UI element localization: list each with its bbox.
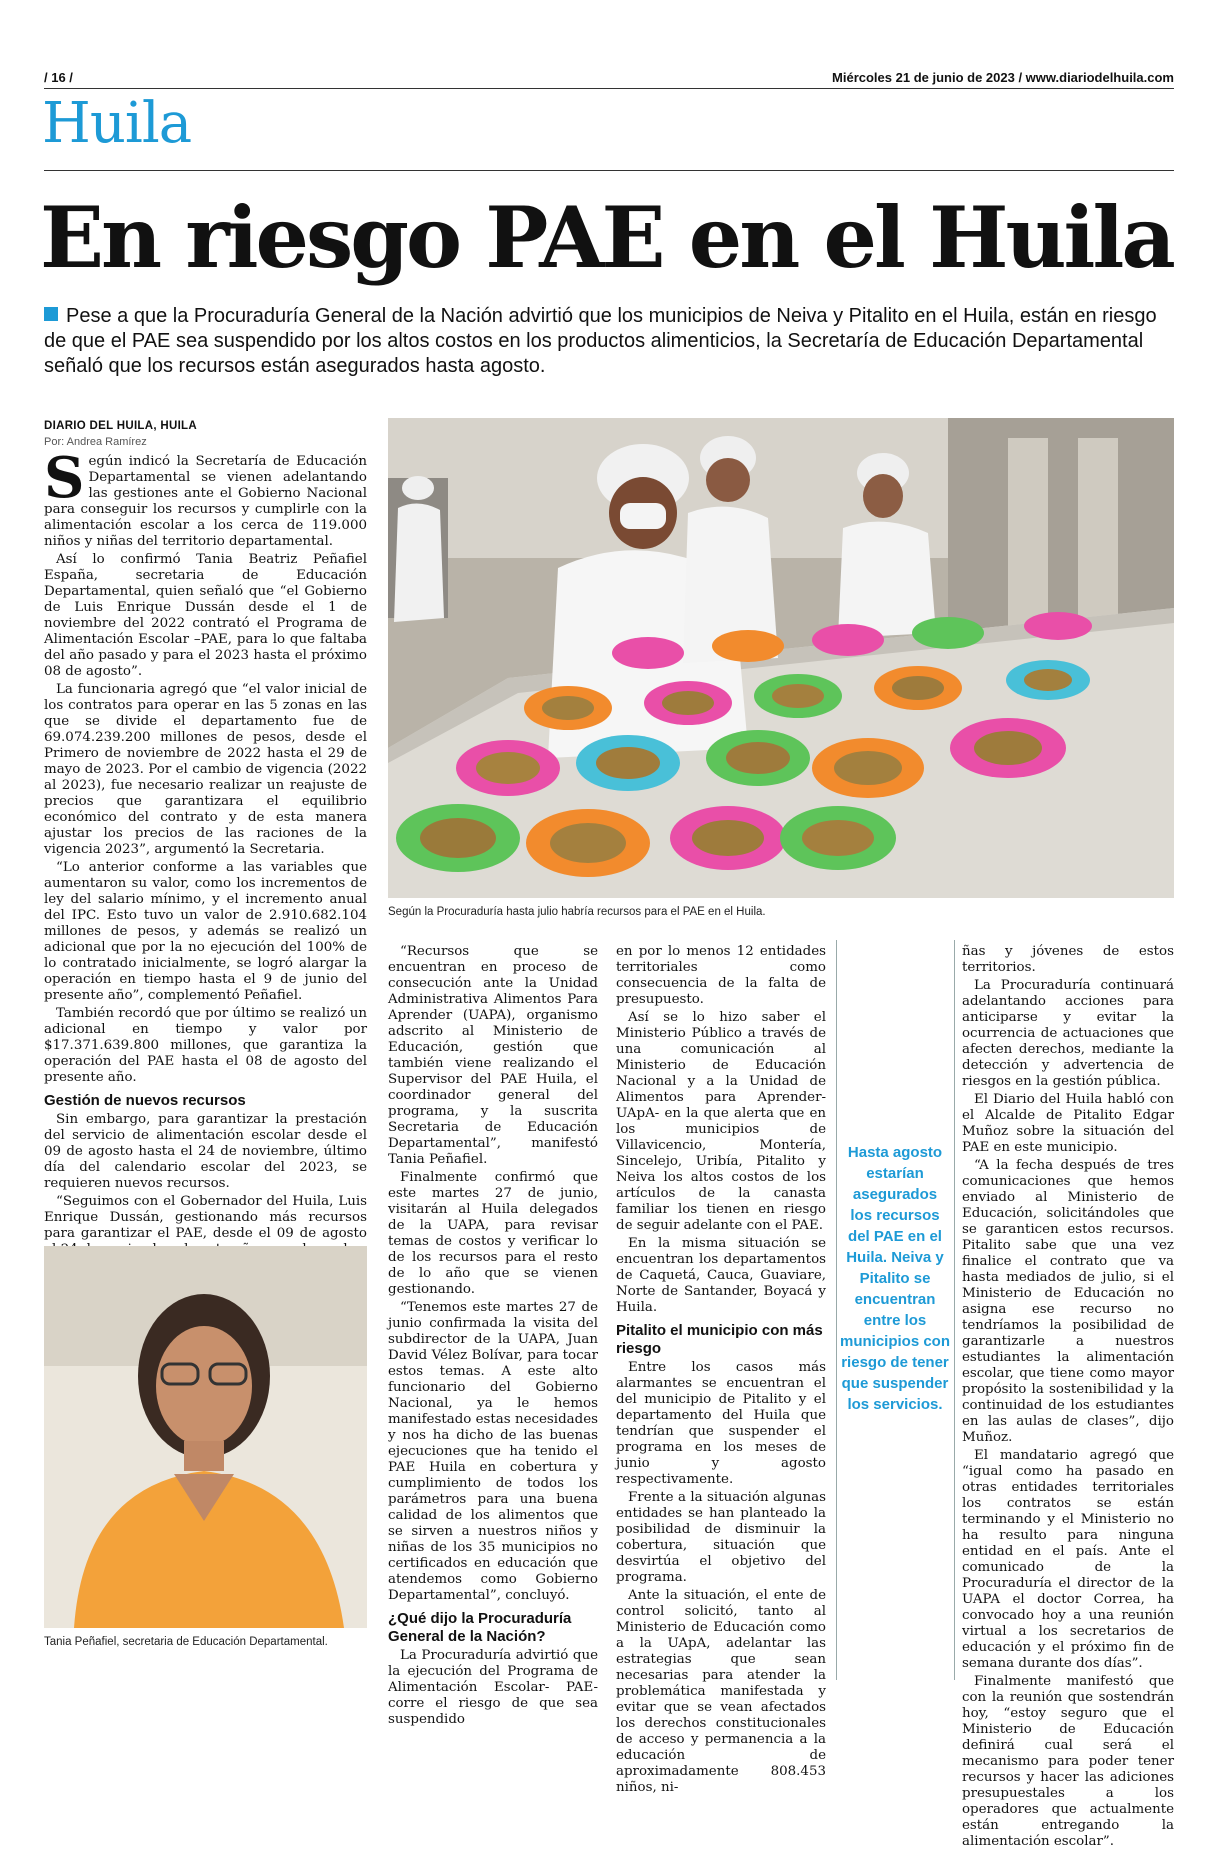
lead-paragraph (44, 304, 1174, 379)
lead-square-icon (44, 307, 58, 321)
subheading: Pitalito el municipio con más riesgo (616, 1322, 823, 1357)
paragraph: Finalmente confirmó que este martes 27 de junio, visitarán al Huila delegados de la UAPA, para revisar temas de costos y verificar lo de los recursos para el resto de lo año que se vienen gestionando. (388, 1170, 598, 1297)
subheading: Gestión de nuevos recursos (44, 1092, 246, 1109)
pullquote: Hasta agosto estarían asegurados los recursos del PAE en el Huila. Neiva y Pitalito se encuentran entre los municipios con riesgo de tener que suspender los servicios. (840, 1144, 951, 1413)
main-photo-caption: Según la Procuraduría hasta julio habría recursos para el PAE en el Huila. (388, 906, 766, 918)
paragraph: También recordó que por último se realizó un adicional en tiempo y valor por $17.371.639.800 millones, que garantiza la operación del PAE hasta el 08 de agosto del presente año. (44, 1006, 367, 1085)
paragraph: La Procuraduría advirtió que la ejecución del Programa de Alimentación Escolar- PAE- corre el riesgo de que sea suspendido (388, 1648, 598, 1727)
paragraph: El mandatario agregó que “igual como ha pasado en otras entidades territoriales los contratos se están terminando y el Ministerio no ha resulto para ninguna entidad en el país. Ante el comunicado de la Procuraduría el director de la UAPA el doctor Correa, ha convocado hoy a una reunión virtual a los secretarios de educación y el próximo fin de semana durante dos días”. (962, 1448, 1174, 1671)
byline-kicker: DIARIO DEL HUILA, HUILA (44, 420, 197, 432)
paragraph-text: egún indicó la Secretaría de Educación Departamental se vienen adelantando las gestiones ante el Gobierno Nacional para conseguir los recursos y cumplirle con la alimentación escolar a los cerca de 119.000 niños y niñas del territorio departamental. (44, 454, 367, 549)
headline: En riesgo PAE en el Huila (40, 188, 1173, 287)
cafeteria-illustration (388, 418, 1174, 898)
paragraph: Ante la situación, el ente de control solicitó, tanto al Ministerio de Educación como a la UApA, adelantar las estrategias que sean necesarias para atender la problemática manifestada y evitar que se vean afectados los derechos constitucionales de acceso y permanencia a la educación de aproximadamente 808.453 niños, ni- (616, 1588, 826, 1795)
paragraph: en por lo menos 12 entidades territoriales como consecuencia de la falta de presupuesto. (616, 944, 826, 1007)
paragraph: La Procuraduría continuará adelantando acciones para anticiparse y evitar la ocurrencia de actuaciones que afecten derechos, mediante la detección y advertencia de riesgos en la gestión pública. (962, 978, 1174, 1089)
header-rule (44, 88, 1174, 89)
paragraph: La funcionaria agregó que “el valor inicial de los contratos para operar en las 5 zonas en las que se divide el departamento fue de 69.074.239.200 millones de pesos, desde el Primero de noviembre de 2022 hasta el 29 de mayo de 2023. Por el cambio de vigencia (2022 al 2023), fue necesario realizar un reajuste de precios que garantizara el equilibrio económico del contrato y de esta manera ajustar los precios de las raciones de la vigencia 2023”, argumentó la Secretaria. (44, 682, 367, 857)
person-photo (44, 1246, 367, 1628)
section-rule (44, 170, 1174, 171)
dateline: Miércoles 21 de junio de 2023 / www.diariodelhuila.com (832, 70, 1174, 85)
column-1 (44, 418, 367, 1308)
page-header (44, 64, 1174, 90)
pullquote-rule-right (954, 940, 955, 1680)
paragraph: Frente a la situación algunas entidades se han planteado la posibilidad de disminuir la cobertura, situación que desvirtúa el objetivo del programa. (616, 1490, 826, 1585)
paragraph: ñas y jóvenes de estos territorios. (962, 944, 1174, 975)
paragraph: El Diario del Huila habló con el Alcalde de Pitalito Edgar Muñoz sobre la situación del PAE en este municipio. (962, 1092, 1174, 1155)
subheading: ¿Qué dijo la Procuraduría General de la Nación? (388, 1610, 572, 1645)
paragraph: Entre los casos más alarmantes se encuentran el del municipio de Pitalito y el departamento del Huila que tendrían que suspender el programa en los meses de junio y agosto respectivamente. (616, 1360, 826, 1487)
byline-author: Por: Andrea Ramírez (44, 436, 147, 448)
paragraph: “Seguimos con el Gobernador del Huila, Luis Enrique Dussán, gestionando más recursos para garantizar el PAE, desde el 09 de agosto (44, 1194, 367, 1241)
column-2 (388, 944, 598, 1730)
dropcap: S (44, 445, 85, 511)
paragraph: “Lo anterior conforme a las variables que aumentaron su valor, como los incrementos de ley del salario mínimo, y el incremento anual del IPC. Esto tuvo un valor de 2.910.682.104 millones de pesos, y además se realizó un adicional que por la no ejecución del 100% de lo contratado inicialmente, se logró alargar la operación en tiempo hasta el 9 de junio del presente año”, complementó Peñafiel. (44, 860, 367, 1003)
paragraph: Así se lo hizo saber el Ministerio Público a través de una comunicación al Ministerio de Educación Nacional y a la Unidad de Alimentos para Aprender- UApA- en la que alerta que en los municipios de Villavicencio, Montería, Sincelejo, Uribía, Pitalito y Neiva los altos costos de los artículos de la canasta familiar los tienen en riesgo de seguir adelante con el PAE. (616, 1010, 826, 1233)
section-title: Huila (42, 91, 192, 156)
paragraph: En la misma situación se encuentran los departamentos de Caquetá, Cauca, Guaviare, Norte de Santander, Boyacá y Huila. (616, 1236, 826, 1315)
paragraph: “Recursos que se encuentran en proceso de consecución ante la Unidad Administrativa Alimentos Para Aprender (UAPA), organismo adscrito al Ministerio de Educación, gestión que también viene realizando el Supervisor del PAE Huila, el coordinador general del programa, y la suscrita Secretaria de Educación Departamental”, manifestó Tania Peñafiel. (388, 944, 598, 1167)
person-photo-caption: Tania Peñafiel, secretaria de Educación Departamental. (44, 1636, 328, 1648)
paragraph: “Tenemos este martes 27 de junio confirmada la visita del subdirector de la UAPA, Juan David Vélez Bolívar, para tocar estos temas. A este alto funcionario del Gobierno Nacional, ya le hemos manifestado estas necesidades y nos ha dicho de las buenas ejecuciones que ha tenido el PAE Huila en cobertura y cumplimiento de todos los parámetros para una buena calidad de los alimentos que se sirven a nuestros niños y niñas de los 35 municipios no certificados en educación que atendemos como Gobierno Departamental”, concluyó. (388, 1300, 598, 1603)
column-4 (962, 944, 1174, 1852)
portrait-illustration (44, 1246, 367, 1628)
paragraph: Sin embargo, para garantizar la prestación del servicio de alimentación escolar desde el 09 de agosto hasta el 24 de noviembre, último día del calendario escolar del 2023, se requieren nuevos recursos. (44, 1112, 367, 1191)
paragraph (44, 445, 367, 550)
paragraph: Finalmente manifestó que con la reunión que sostendrán hoy, “estoy seguro que el Ministerio de Educación definirá cual será el mecanismo para poder tener recursos y hacer las adiciones presupuestales a los operadores que actualmente están entregando la alimentación escolar”. (962, 1674, 1174, 1849)
paragraph: Así lo confirmó Tania Beatriz Peñafiel España, secretaria de Educación Departamental, quien señaló que “el Gobierno de Luis Enrique Dussán desde el 1 de noviembre del 2022 contrató el Programa de Alimentación Escolar –PAE, para lo que faltaba del año pasado y para el 2023 hasta el próximo 08 de agosto”. (44, 552, 367, 679)
page-number: / 16 / (44, 70, 73, 85)
pullquote-rule-left (836, 940, 837, 1680)
main-photo (388, 418, 1174, 898)
paragraph: “A la fecha después de tres comunicaciones que hemos enviado al Ministerio de Educación, solicitándoles que se garanticen estos recursos. Pitalito sabe que una vez finalice el contrato que va hasta mediados de julio, si el Ministerio de Educación no asigna ese recurso no tendríamos la posibilidad de garantizarle a nuestros estudiantes la alimentación escolar, que tiene como mayor propósito la sostenibilidad y la continuidad de los estudiantes en las aulas de clases”, dijo Muñoz. (962, 1158, 1174, 1445)
lead-text: Pese a que la Procuraduría General de la Nación advirtió que los municipios de Neiva y Pitalito en el Huila, están en riesgo de que el PAE sea suspendido por los altos costos en los productos alimenticios, la Secretaría de Educación Departamental señaló que los recursos están asegurados hasta agosto. (44, 305, 1157, 377)
column-3 (616, 944, 826, 1798)
